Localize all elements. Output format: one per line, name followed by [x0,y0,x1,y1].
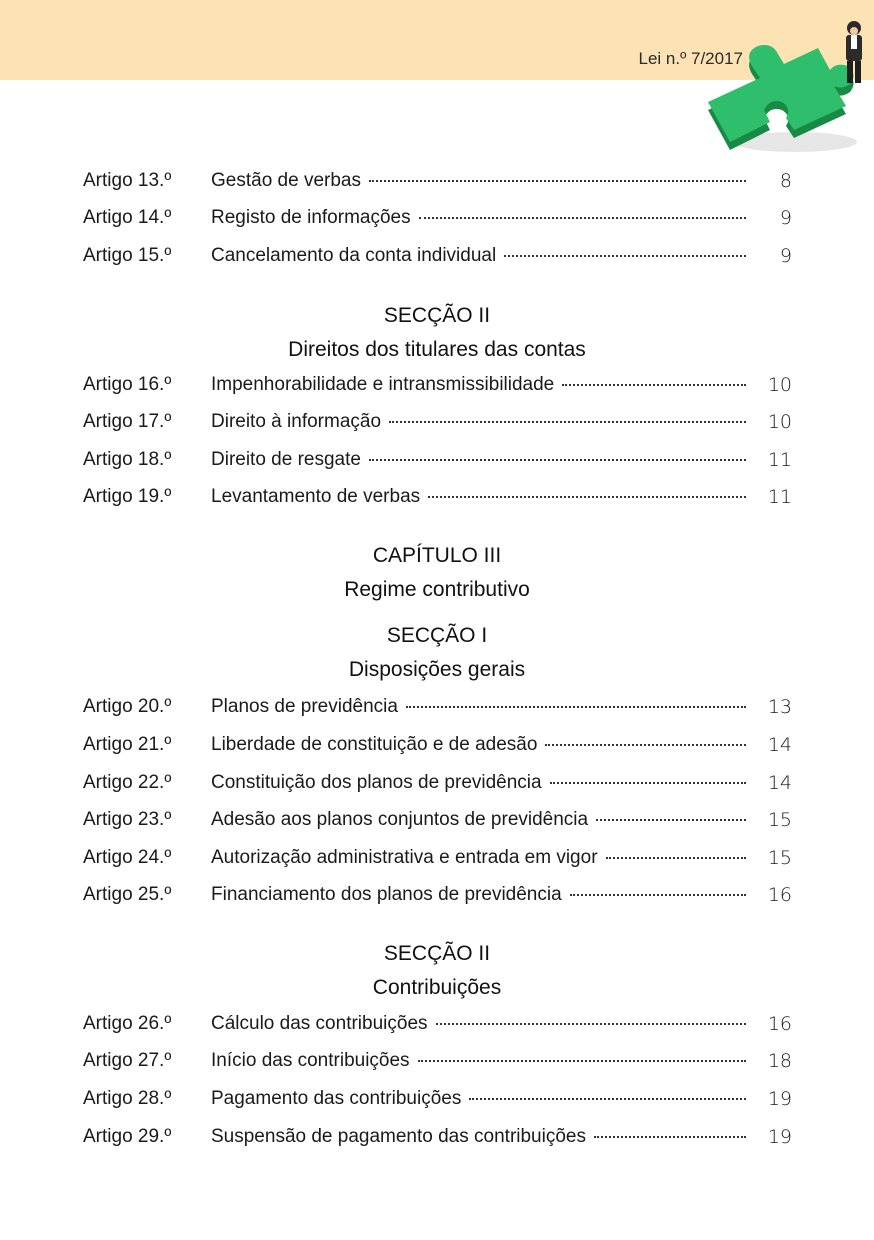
article-title: Início das contribuições [211,1050,410,1071]
section-heading: SECÇÃO II [383,942,491,965]
toc-row [83,882,792,908]
toc-row [83,447,792,473]
article-title: Pagamento das contribuições [211,1088,462,1109]
article-number: Artigo 29.º [83,1126,172,1147]
page-number: 14 [767,772,792,794]
toc-row [83,770,792,796]
article-number: Artigo 15.º [83,245,172,266]
article-number: Artigo 28.º [83,1088,172,1109]
page-number: 15 [767,847,792,869]
article-title: Cálculo das contribuições [211,1013,428,1034]
article-number: Artigo 21.º [83,734,172,755]
dot-leader [570,894,746,896]
article-number: Artigo 26.º [83,1013,172,1034]
toc-row [83,409,792,435]
section-heading: Direitos dos titulares das contas [288,338,586,361]
page-number: 16 [767,1013,792,1035]
article-title: Adesão aos planos conjuntos de previdência [211,809,589,830]
article-title: Planos de previdência [211,696,398,717]
page-number: 19 [767,1126,792,1148]
article-number: Artigo 25.º [83,884,172,905]
page-number: 10 [767,411,792,433]
toc-row [83,243,792,269]
article-title: Impenhorabilidade e intransmissibilidade [211,374,555,395]
dot-leader [436,1023,746,1025]
section-heading: Contribuições [372,976,502,999]
article-title: Liberdade de constituição e de adesão [211,734,538,755]
article-title: Financiamento dos planos de previdência [211,884,562,905]
page-number: 11 [767,486,792,508]
article-title: Levantamento de verbas [211,486,421,507]
dot-leader [369,459,746,461]
article-number: Artigo 27.º [83,1050,172,1071]
article-title: Direito de resgate [211,449,361,470]
article-title: Constituição dos planos de previdência [211,772,542,793]
dot-leader [406,706,746,708]
toc-row [83,694,792,720]
page-number: 10 [767,374,792,396]
article-title: Direito à informação [211,411,382,432]
page-number: 14 [767,734,792,756]
dot-leader [594,1136,746,1138]
section-heading: SECÇÃO II [383,304,491,327]
article-title: Suspensão de pagamento das contribuições [211,1126,586,1147]
page-number: 9 [779,207,792,229]
toc-row [83,845,792,871]
page-number: 19 [767,1088,792,1110]
article-title: Autorização administrativa e entrada em vigor [211,847,598,868]
dot-leader [606,857,746,859]
toc-row [83,1048,792,1074]
puzzle-piece-icon [700,14,874,156]
toc-row [83,1086,792,1112]
toc-row [83,484,792,510]
article-number: Artigo 18.º [83,449,172,470]
toc-row [83,372,792,398]
toc-row [83,168,792,194]
dot-leader [428,496,746,498]
dot-leader [596,819,746,821]
article-number: Artigo 17.º [83,411,172,432]
dot-leader [545,744,746,746]
dot-leader [550,782,746,784]
section-heading: Disposições gerais [348,658,526,681]
page-number: 18 [767,1050,792,1072]
toc-row [83,205,792,231]
dot-leader [389,421,746,423]
section-heading: CAPÍTULO III [372,544,502,567]
toc-row [83,1124,792,1150]
page-number: 8 [779,170,792,192]
article-title: Cancelamento da conta individual [211,245,497,266]
article-number: Artigo 13.º [83,170,172,191]
page-number: 9 [779,245,792,267]
article-number: Artigo 24.º [83,847,172,868]
dot-leader [504,255,746,257]
section-heading: Regime contributivo [344,578,530,601]
dot-leader [418,1060,746,1062]
article-number: Artigo 20.º [83,696,172,717]
article-number: Artigo 23.º [83,809,172,830]
section-heading: SECÇÃO I [386,624,488,647]
dot-leader [369,180,746,182]
dot-leader [419,217,746,219]
page-number: 13 [767,696,792,718]
page-number: 11 [767,449,792,471]
page-number: 16 [767,884,792,906]
dot-leader [562,384,746,386]
article-number: Artigo 14.º [83,207,172,228]
article-title: Registo de informações [211,207,411,228]
article-title: Gestão de verbas [211,170,361,191]
dot-leader [469,1098,746,1100]
toc-row [83,807,792,833]
toc-row [83,1011,792,1037]
article-number: Artigo 22.º [83,772,172,793]
toc-row [83,732,792,758]
article-number: Artigo 16.º [83,374,172,395]
law-reference: Lei n.º 7/2017 [638,49,743,68]
page-number: 15 [767,809,792,831]
article-number: Artigo 19.º [83,486,172,507]
